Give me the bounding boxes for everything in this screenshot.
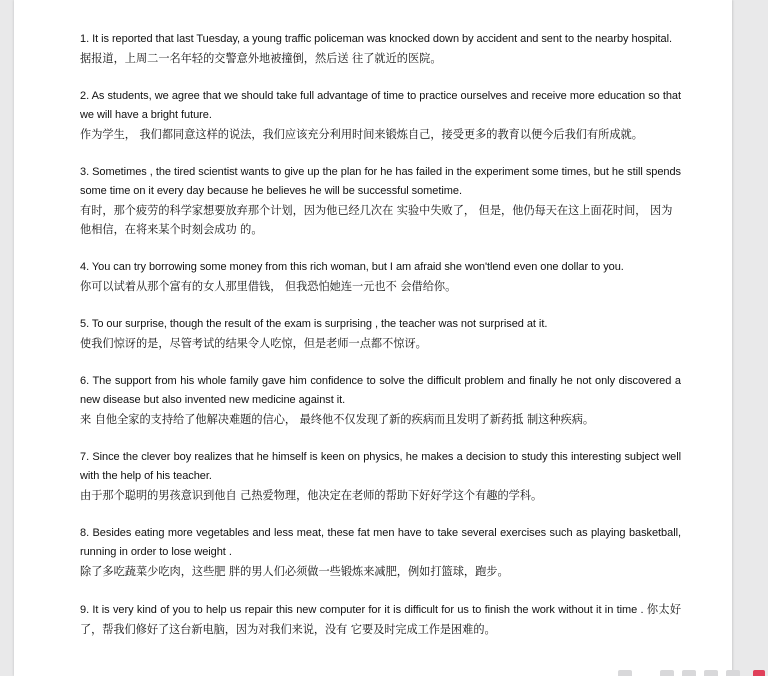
page-view-button[interactable]: [682, 670, 696, 676]
english-sentence: 2. As students, we agree that we should take full advantage of time to practice ourselves and receive more education so that we will have a bright future.: [80, 90, 681, 121]
chinese-translation: 你可以试着从那个富有的女人那里借钱， 但我恐怕她连一元也不 会借给你。: [80, 280, 457, 293]
sentence-item-3: [80, 163, 681, 239]
chinese-translation: 你太好了，帮我们修好了这台新电脑，因为对我们来说，没有 它要及时完成工作是困难的。: [80, 603, 681, 636]
chinese-translation: 由于那个聪明的男孩意识到他自 己热爱物理，他决定在老师的帮助下好好学这个有趣的学科。: [80, 489, 543, 502]
sentence-item-4: [80, 258, 681, 296]
english-sentence: 1. It is reported that last Tuesday, a young traffic policeman was knocked down by accident and sent to the nearby hospital.: [80, 33, 673, 45]
document-body: [80, 30, 681, 640]
english-sentence: 7. Since the clever boy realizes that he himself is keen on physics, he makes a decision to study this interesting subject well with the help of his teacher.: [80, 451, 681, 482]
chinese-translation: 有时，那个疲劳的科学家想要放弃那个计划，因为他已经几次在 实验中失败了， 但是，他仍每天在这上面花时间， 因为他相信，在将来某个时刻会成功 的。: [80, 204, 673, 236]
view-mode-button[interactable]: [618, 670, 632, 676]
web-view-button[interactable]: [704, 670, 718, 676]
chinese-translation: 据报道，上周二一名年轻的交警意外地被撞倒，然后送 往了就近的医院。: [80, 52, 442, 65]
read-mode-button[interactable]: [660, 670, 674, 676]
english-sentence: 9. It is very kind of you to help us repair this new computer for it is difficult for us to finish the work without it in time .: [80, 604, 644, 616]
chinese-translation: 来 自他全家的支持给了他解决难题的信心， 最终他不仅发现了新的疾病而且发明了新药抵 制这种疾病。: [80, 413, 595, 426]
english-sentence-with-translation: [80, 600, 681, 640]
english-sentence: 8. Besides eating more vegetables and less meat, these fat men have to take several exercises such as playing basketball, running in order to lose weight .: [80, 527, 681, 558]
sentence-item-6: [80, 372, 681, 429]
english-sentence: 3. Sometimes , the tired scientist wants to give up the plan for he has failed in the experiment some times, but he still spends some time on it every day because he believes he will be successful sometime.: [80, 166, 681, 197]
zoom-in-button[interactable]: [753, 670, 765, 676]
chinese-translation: 除了多吃蔬菜少吃肉，这些肥 胖的男人们必须做一些锻炼来减肥，例如打篮球，跑步。: [80, 565, 509, 578]
english-sentence: 4. You can try borrowing some money from this rich woman, but I am afraid she won'tlend even one dollar to you.: [80, 261, 624, 273]
document-page: [14, 0, 732, 676]
sentence-item-1: [80, 30, 681, 68]
english-sentence: 6. The support from his whole family gave him confidence to solve the difficult problem and finally he not only discovered a new disease but also invented new medicine against it.: [80, 375, 681, 406]
sentence-item-2: [80, 87, 681, 144]
status-bar: [600, 668, 768, 676]
sentence-item-5: [80, 315, 681, 353]
chinese-translation: 使我们惊讶的是，尽管考试的结果令人吃惊，但是老师一点都不惊讶。: [80, 337, 427, 350]
sentence-item-7: [80, 448, 681, 505]
sentence-item-8: [80, 524, 681, 581]
chinese-translation: 作为学生， 我们都同意这样的说法，我们应该充分利用时间来锻炼自己，接受更多的教育以便今后我们有所成就。: [80, 128, 643, 141]
zoom-out-button[interactable]: [726, 670, 740, 676]
sentence-item-9: [80, 600, 681, 640]
english-sentence: 5. To our surprise, though the result of the exam is surprising , the teacher was not surprised at it.: [80, 318, 548, 330]
